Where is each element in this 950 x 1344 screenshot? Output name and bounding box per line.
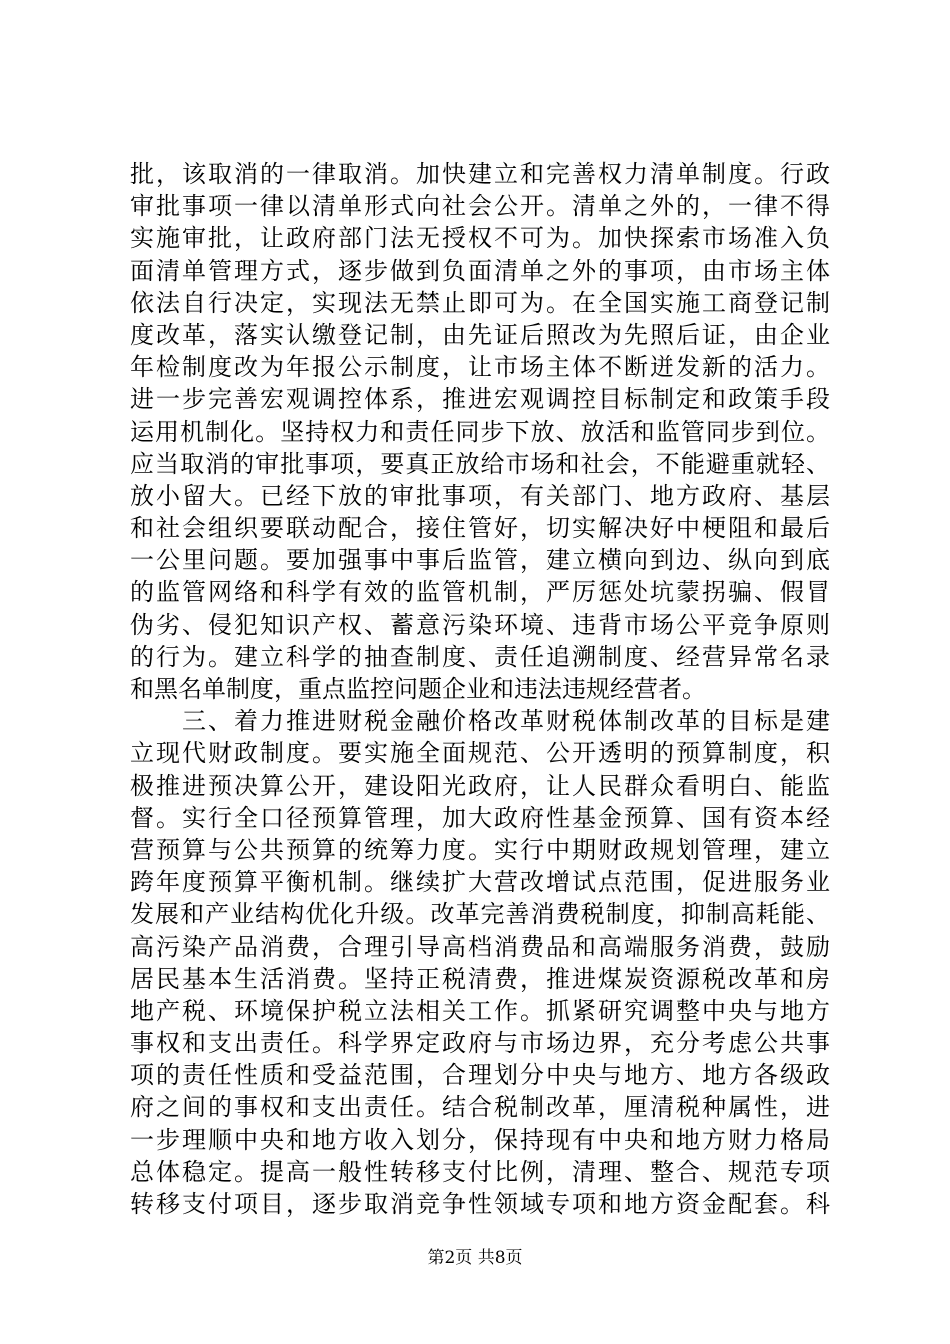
text-line: 立现代财政制度。要实施全面规范、公开透明的预算制度，积	[130, 739, 830, 768]
section-heading-line: 三、着力推进财税金融价格改革财税体制改革的目标是建	[130, 707, 830, 736]
text-line: 营预算与公共预算的统筹力度。实行中期财政规划管理，建立	[130, 835, 830, 864]
text-line: 伪劣、侵犯知识产权、蓄意污染环境、违背市场公平竞争原则	[130, 610, 830, 639]
body-text	[130, 158, 830, 1220]
text-line: 度改革，落实认缴登记制，由先证后照改为先照后证，由企业	[130, 320, 830, 349]
text-line: 应当取消的审批事项，要真正放给市场和社会，不能避重就轻、	[130, 449, 830, 478]
text-line: 运用机制化。坚持权力和责任同步下放、放活和监管同步到位。	[130, 417, 830, 446]
text-line: 放小留大。已经下放的审批事项，有关部门、地方政府、基层	[130, 481, 830, 510]
text-line: 的行为。建立科学的抽查制度、责任追溯制度、经营异常名录	[130, 642, 830, 671]
text-line: 一公里问题。要加强事中事后监管，建立横向到边、纵向到底	[130, 546, 830, 575]
text-line: 的监管网络和科学有效的监管机制，严厉惩处坑蒙拐骗、假冒	[130, 578, 830, 607]
text-line: 和社会组织要联动配合，接住管好，切实解决好中梗阻和最后	[130, 514, 830, 543]
text-line: 和黑名单制度，重点监控问题企业和违法违规经营者。	[130, 675, 706, 703]
page-number: 第2页 共8页	[427, 1248, 523, 1268]
text-line: 批，该取消的一律取消。加快建立和完善权力清单制度。行政	[130, 160, 830, 188]
text-line: 审批事项一律以清单形式向社会公开。清单之外的，一律不得	[130, 192, 830, 221]
text-line: 依法自行决定，实现法无禁止即可为。在全国实施工商登记制	[130, 288, 830, 317]
text-line: 府之间的事权和支出责任。结合税制改革，厘清税种属性，进	[130, 1093, 830, 1122]
text-line: 跨年度预算平衡机制。继续扩大营改增试点范围，促进服务业	[130, 868, 830, 897]
text-line: 地产税、环境保护税立法相关工作。抓紧研究调整中央与地方	[130, 996, 830, 1025]
text-line: 年检制度改为年报公示制度，让市场主体不断迸发新的活力。	[130, 353, 830, 382]
text-line: 极推进预决算公开，建设阳光政府，让人民群众看明白、能监	[130, 771, 830, 800]
text-line: 发展和产业结构优化升级。改革完善消费税制度，抑制高耗能、	[130, 900, 830, 929]
text-line: 面清单管理方式，逐步做到负面清单之外的事项，由市场主体	[130, 256, 830, 285]
text-line: 一步理顺中央和地方收入划分，保持现有中央和地方财力格局	[130, 1125, 830, 1154]
text-line: 转移支付项目，逐步取消竞争性领域专项和地方资金配套。科	[130, 1190, 830, 1218]
text-line: 高污染产品消费，合理引导高档消费品和高端服务消费，鼓励	[130, 932, 830, 961]
text-line: 督。实行全口径预算管理，加大政府性基金预算、国有资本经	[130, 803, 830, 832]
text-line: 居民基本生活消费。坚持正税清费，推进煤炭资源税改革和房	[130, 964, 830, 993]
text-line: 进一步完善宏观调控体系，推进宏观调控目标制定和政策手段	[130, 385, 830, 414]
text-line: 总体稳定。提高一般性转移支付比例，清理、整合、规范专项	[130, 1157, 830, 1186]
text-line: 项的责任性质和受益范围，合理划分中央与地方、地方各级政	[130, 1061, 830, 1090]
text-line: 事权和支出责任。科学界定政府与市场边界，充分考虑公共事	[130, 1029, 830, 1058]
text-line: 实施审批，让政府部门法无授权不可为。加快探索市场准入负	[130, 224, 830, 253]
